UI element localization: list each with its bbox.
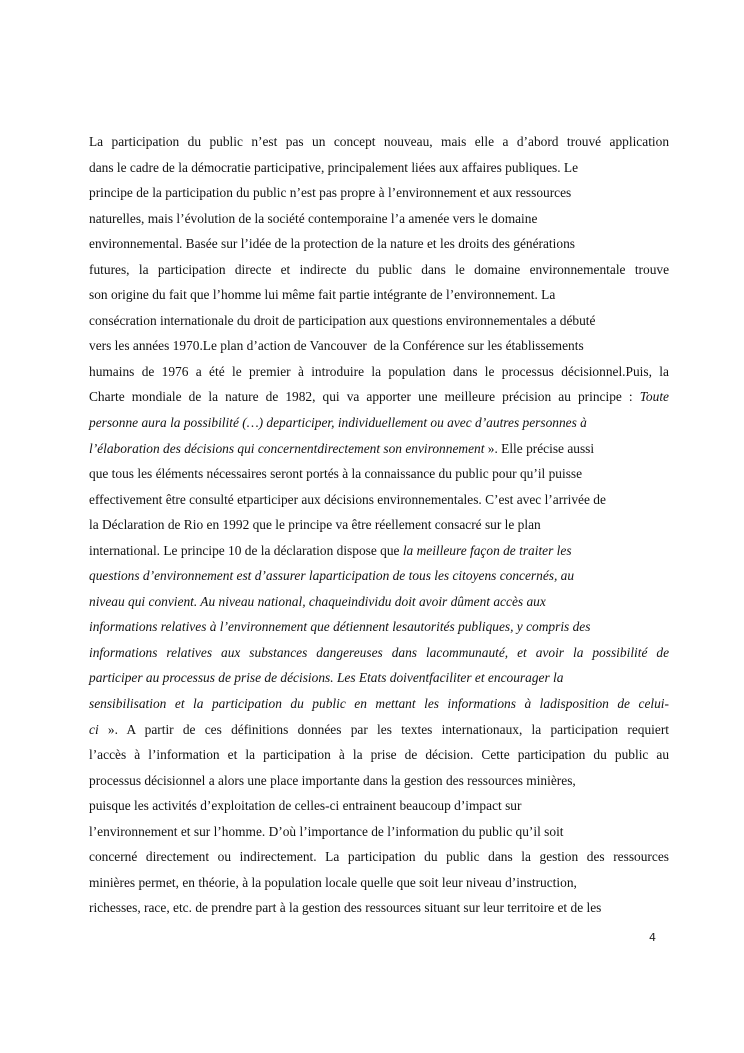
italic-run: l’élaboration des décisions qui concernentdirectement son environnement (89, 440, 485, 456)
text-run: ». Elle précise aussi (484, 440, 595, 456)
text-line (89, 206, 669, 232)
text-run: ». A partir de ces définitions données par les textes internationaux, la participation requiert (98, 721, 669, 737)
page-number: 4 (649, 931, 656, 944)
text-line (89, 717, 669, 743)
italic-run: la meilleure façon de traiter les (402, 542, 572, 558)
text-line (89, 819, 669, 845)
text-line (89, 384, 669, 410)
text-run: futures, la participation directe et indirecte du public dans le domaine environnementale trouve (89, 261, 670, 277)
text-run: international. Le principe 10 de la déclaration dispose que (89, 542, 403, 558)
text-line (89, 665, 669, 691)
text-line (89, 461, 669, 487)
text-line (89, 538, 669, 564)
italic-run: Toute (639, 389, 669, 405)
italic-run: niveau qui convient. Au niveau national, chaqueindividu doit avoir dûment accès aux (89, 593, 546, 609)
text-line (89, 870, 669, 896)
italic-run: personne aura la possibilité (…) departiciper, individuellement ou avec d’autres personnes à (89, 415, 587, 431)
text-run: naturelles, mais l’évolution de la société contemporaine l’a amenée vers le domaine (89, 210, 538, 226)
text-line (89, 563, 669, 589)
text-line (89, 410, 669, 436)
italic-run: informations relatives à l’environnement que détiennent lesautorités publiques, y compris des (89, 619, 591, 635)
italic-run: sensibilisation et la participation du public en mettant les informations à ladisposition de celui- (89, 696, 669, 712)
text-line (89, 436, 669, 462)
text-line (89, 512, 669, 538)
text-line (89, 308, 669, 334)
text-run: Charte mondiale de la nature de 1982, qui va apporter une meilleure précision au principe : (89, 389, 640, 405)
text-run: que tous les éléments nécessaires seront portés à la connaissance du public pour qu’il puisse (89, 466, 583, 482)
italic-run: questions d’environnement est d’assurer laparticipation de tous les citoyens concernés, au (89, 568, 575, 584)
text-line (89, 640, 669, 666)
text-run: humains de 1976 a été le premier à introduire la population dans le processus décisionnel.Puis, la (89, 363, 669, 379)
text-line (89, 768, 669, 794)
text-line (89, 895, 669, 921)
text-run: consécration internationale du droit de participation aux questions environnementales a débuté (89, 312, 596, 328)
text-line (89, 282, 669, 308)
italic-run: ci (89, 721, 99, 737)
text-run: dans le cadre de la démocratie participative, principalement liées aux affaires publiques. Le (89, 159, 579, 175)
text-line (89, 231, 669, 257)
body-paragraph (89, 129, 669, 921)
text-line (89, 844, 669, 870)
italic-run: participer au processus de prise de décisions. Les Etats doiventfaciliter et encourager la (89, 670, 564, 686)
text-line (89, 691, 669, 717)
text-run: concerné directement ou indirectement. La participation du public dans la gestion des ressources (89, 849, 669, 865)
text-line (89, 155, 669, 181)
text-run: son origine du fait que l’homme lui même fait partie intégrante de l’environnement. La (89, 287, 556, 303)
text-run: principe de la participation du public n’est pas propre à l’environnement et aux ressources (89, 185, 572, 201)
text-run: effectivement être consulté etparticiper aux décisions environnementales. C’est avec l’arrivée de (89, 491, 606, 507)
text-line (89, 589, 669, 615)
text-run: La participation du public n’est pas un concept nouveau, mais elle a d’abord trouvé application (89, 134, 670, 149)
text-line (89, 129, 669, 155)
text-run: processus décisionnel a alors une place importante dans la gestion des ressources minières, (89, 772, 576, 788)
text-run: l’environnement et sur l’homme. D’où l’importance de l’information du public qu’il soit (89, 823, 564, 839)
text-line (89, 257, 669, 283)
text-run: minières permet, en théorie, à la population locale quelle que soit leur niveau d’instruction, (89, 874, 577, 890)
text-run: environnemental. Basée sur l’idée de la protection de la nature et les droits des générations (89, 236, 575, 252)
text-run: puisque les activités d’exploitation de celles-ci entrainent beaucoup d’impact sur (89, 798, 522, 814)
text-run: l’accès à l’information et la participation à la prise de décision. Cette participation du public au (89, 747, 670, 763)
text-line (89, 742, 669, 768)
italic-run: informations relatives aux substances dangereuses dans lacommunauté, et avoir la possibilité de (89, 644, 670, 660)
text-run: vers les années 1970.Le plan d’action de Vancouver de la Conférence sur les établissements (89, 338, 584, 354)
text-line (89, 793, 669, 819)
text-run: la Déclaration de Rio en 1992 que le principe va être réellement consacré sur le plan (89, 517, 541, 533)
text-line (89, 487, 669, 513)
text-line (89, 333, 669, 359)
text-line (89, 614, 669, 640)
text-line (89, 359, 669, 385)
text-line (89, 180, 669, 206)
text-run: richesses, race, etc. de prendre part à la gestion des ressources situant sur leur territoire et de les (89, 900, 602, 916)
